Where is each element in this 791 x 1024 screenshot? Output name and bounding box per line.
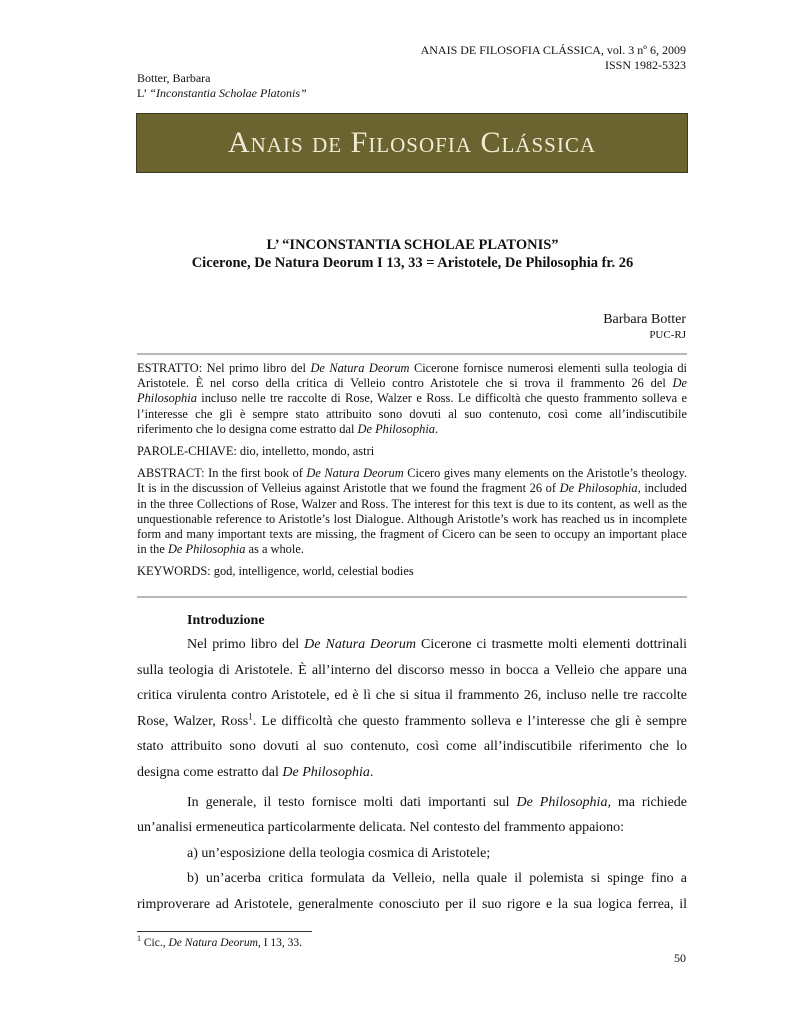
article-title-block: [137, 236, 688, 272]
estratto-section: [137, 361, 687, 580]
journal-banner-logo: [136, 113, 688, 173]
list-item-b: b) un’acerba critica formulata da Velleio, nella quale il polemista si spinge fino a: [187, 871, 687, 887]
body-line: sulla teologia di Aristotele. È all’interno del discorso messo in bocca a Velleio che appare una: [137, 662, 687, 678]
running-head: [137, 71, 307, 101]
body-line: stato attribuito sono dovuti al suo contenuto, così come all’indiscutibile riferimento che lo: [137, 739, 687, 755]
list-item-a: a) un’esposizione della teologia cosmica di Aristotele;: [187, 845, 491, 861]
footnote-divider: [137, 931, 312, 932]
footnote: $^1$ Cic., De Natura Deorum, I 13, 33.: [137, 934, 303, 949]
journal-line: ANAIS DE FILOSOFIA CLÁSSICA, vol. 3 nº 6, 2009: [420, 43, 686, 57]
body-line: rimproverare ad Aristotele, generalmente conosciuto per il suo rigore e la sua logica ferrea, il: [137, 896, 687, 912]
abstract-text: ABSTRACT: In the first book of De Natura Deorum Cicero gives many elements on the Aristotle’s theology. It is in the discussion of Velleius against Aristotle that we found the fragment 26 of De Philosophia, included in the three Collections of Rose, Walzer and Ross. The interest for this text is due to its content, as well as the unquestionable reference to Aristotle’s lost Dialogue. Although Aristotle’s work has reached us in incomplete form and many important texts are missing, the fragment of Cicero can be seen to occupy an important place in the De Philosophia as a whole.: [137, 466, 687, 557]
body-line: Rose, Walzer, Ross$^1$. Le difficoltà che questo frammento solleva e l’interesse che gli è sempre: [137, 711, 687, 729]
body-line: In generale, il testo fornisce molti dati importanti sul De Philosophia, ma richiede: [187, 794, 687, 810]
parole-chiave: PAROLE-CHIAVE: dio, intelletto, mondo, astri: [137, 444, 375, 459]
running-title: L’ “Inconstantia Scholae Platonis”: [137, 86, 307, 100]
running-author: Botter, Barbara: [137, 71, 211, 85]
issn: ISSN 1982-5323: [604, 58, 686, 72]
divider-top: [137, 353, 687, 355]
body-line: un’analisi ermeneutica particolarmente delicata. Nel contesto del frammento appaiono:: [137, 820, 625, 836]
keywords: KEYWORDS: god, intelligence, world, celestial bodies: [137, 564, 414, 579]
estratto-text: ESTRATTO: Nel primo libro del De Natura Deorum Cicerone fornisce numerosi elementi sulla teologia di Aristotele. È nel corso della critica di Velleio contro Aristotele che si trova il frammento 26 del De Philosophia incluso nelle tre raccolte di Rose, Walzer e Ross. Le difficoltà che questo frammento solleva e l’interesse che gli è sempre stato attribuito sono dovuti al suo contenuto, così come all’indiscutibile riferimento che lo designa come estratto dal De Philosophia.: [137, 361, 687, 436]
body-line: designa come estratto dal De Philosophia.: [137, 764, 374, 780]
section-heading: Introduzione: [187, 613, 265, 628]
article-title: L’ “INCONSTANTIA SCHOLAE PLATONIS”: [266, 237, 559, 253]
divider-bottom: [137, 596, 687, 598]
author-name: Barbara Botter: [603, 312, 686, 327]
article-subtitle: Cicerone, De Natura Deorum I 13, 33 = Aristotele, De Philosophia fr. 26: [191, 255, 634, 271]
journal-header: [421, 43, 686, 73]
banner-text: Anais de Filosofia Clássica: [227, 126, 597, 159]
page-number: 50: [674, 951, 686, 965]
body-line: critica virulenta contro Aristotele, ed è lì che si situa il frammento 26, incluso nelle tre raccolte: [137, 688, 687, 704]
byline: [603, 311, 686, 342]
body-line: Nel primo libro del De Natura Deorum Cicerone ci trasmette molti elementi dottrinali: [187, 637, 687, 652]
body-text: [137, 632, 687, 918]
author-affiliation: PUC-RJ: [649, 329, 686, 341]
